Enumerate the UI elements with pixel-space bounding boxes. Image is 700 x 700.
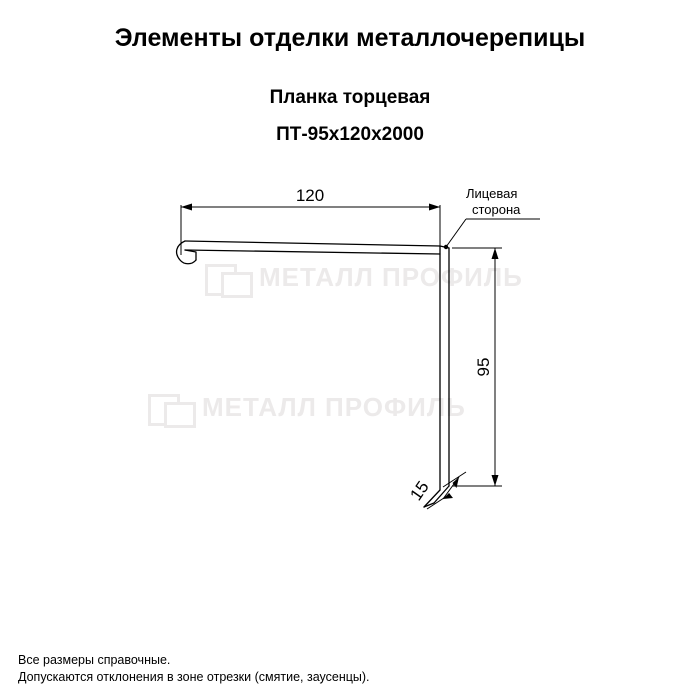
footer-note-2: Допускаются отклонения в зоне отрезки (смятие, заусенцы). bbox=[18, 670, 370, 684]
watermark-text: МЕТАЛЛ ПРОФИЛЬ bbox=[259, 261, 523, 292]
dimension-label-height: 95 bbox=[474, 357, 493, 377]
dimension-label-flange: 15 bbox=[406, 477, 433, 505]
footer-note-1: Все размеры справочные. bbox=[18, 653, 171, 667]
page-title: Элементы отделки металлочерепицы bbox=[114, 24, 586, 52]
footer-notes bbox=[18, 652, 370, 686]
technical-drawing bbox=[0, 150, 700, 570]
callout-label-line2: сторона bbox=[472, 202, 521, 217]
dimension-width-120 bbox=[181, 204, 440, 256]
callout-leader-line bbox=[444, 219, 540, 249]
callout-label-line1: Лицевая bbox=[466, 186, 518, 201]
product-code: ПТ-95х120х2000 bbox=[276, 124, 424, 145]
dimension-label-width: 120 bbox=[295, 186, 325, 205]
watermark-text: МЕТАЛЛ ПРОФИЛЬ bbox=[202, 391, 466, 422]
profile-outline bbox=[177, 241, 449, 507]
product-name: Планка торцевая bbox=[269, 87, 431, 108]
